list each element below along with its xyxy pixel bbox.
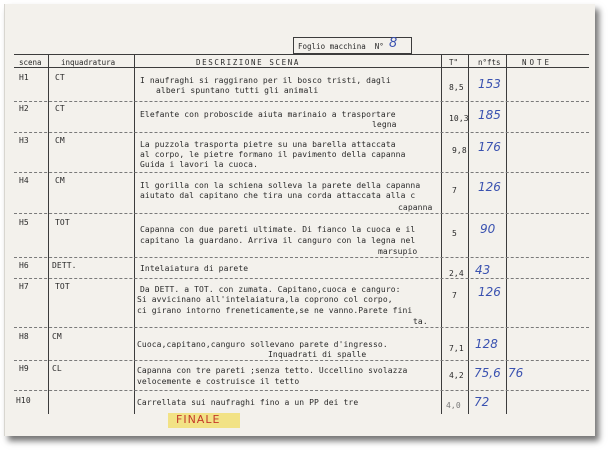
feet-count: 43	[475, 263, 491, 277]
description-line: ci girano intorno freneticamente,se ne vanno.Parete fini	[137, 306, 413, 315]
scene-id: H8	[19, 332, 29, 341]
feet-count: 72	[474, 395, 490, 409]
duration: 7	[452, 291, 457, 300]
shot-type: CT	[55, 104, 65, 113]
row-divider	[14, 132, 589, 133]
feet-count: 128	[475, 337, 498, 351]
description-line: Da DETT. a TOT. con zumata. Capitano,cuoca e canguro:	[140, 285, 401, 294]
row-divider	[14, 327, 589, 328]
description-line: legna	[372, 120, 397, 129]
header-top-rule	[14, 54, 589, 55]
description-line: capitano la guardano. Arriva il canguro con la legna nel	[140, 236, 416, 245]
col-header-descrizione: DESCRIZIONE SCENA	[196, 58, 300, 67]
duration: 2,4	[449, 269, 464, 278]
description-line: Intelaiatura di parete	[140, 264, 249, 273]
feet-count: 153	[478, 77, 501, 91]
shot-type: CT	[55, 73, 65, 82]
shot-type: CL	[52, 364, 62, 373]
description-line: alberi spuntano tutti gli animali	[156, 86, 319, 95]
description-line: Si avvicinano all'intelaiatura,la coprono col corpo,	[137, 295, 393, 304]
header-bottom-rule	[14, 67, 589, 68]
description-line: capanna	[398, 203, 433, 212]
description-line: aiutato dal capitano che tira una corda attaccata alla c	[140, 191, 416, 200]
description-line: Il gorilla con la schiena solleva la parete della capanna	[140, 181, 421, 190]
row-divider	[14, 278, 589, 279]
description-line: Inquadrati di spalle	[268, 350, 367, 359]
feet-count: 75,6	[474, 366, 501, 380]
feet-count: 126	[478, 285, 501, 299]
row-divider	[14, 213, 589, 214]
feet-count: 90	[480, 222, 496, 236]
finale-label: FINALE	[176, 413, 221, 426]
description-line: Capanna con due pareti ultimate. Di fianco la cuoca e il	[140, 225, 416, 234]
description-line: I naufraghi si raggirano per il bosco tristi, dagli	[140, 76, 391, 85]
description-line: Cuoca,capitano,canguro sollevano parete d'ingresso.	[137, 340, 388, 349]
description-line: Capanna con tre pareti ;senza tetto. Uccellino svolazza	[137, 366, 408, 375]
feet-count: 126	[478, 180, 501, 194]
duration: 4,0	[446, 401, 461, 410]
col-header-time: T"	[449, 58, 459, 67]
col-header-feet: n°fts	[478, 58, 501, 67]
col-header-scena: scena	[19, 58, 42, 67]
scene-id: H2	[19, 104, 29, 113]
duration: 9,8	[452, 146, 467, 155]
description-line: al corpo, le pietre formano il pavimento della capanna	[140, 150, 406, 159]
sheet-number: 8	[389, 36, 398, 51]
duration: 4,2	[449, 371, 464, 380]
feet-count: 185	[478, 108, 501, 122]
description-line: marsupio	[378, 247, 418, 256]
scene-id: H1	[19, 73, 29, 82]
description-line: Elefante con proboscide aiuta marinaio a trasportare	[140, 110, 396, 119]
scene-id: H5	[19, 218, 29, 227]
duration: 10,3	[449, 114, 469, 123]
col-header-note: NOTE	[522, 58, 553, 67]
shot-type: DETT.	[52, 261, 77, 270]
description-line: ta.	[413, 317, 428, 326]
description-line: Carrellata sui naufraghi fino a un PP dei tre	[137, 398, 359, 407]
scene-id: H7	[19, 282, 29, 291]
shot-type: CM	[55, 136, 65, 145]
shot-type: TOT	[55, 218, 70, 227]
scene-id: H10	[16, 396, 31, 405]
shot-type: CM	[55, 176, 65, 185]
col-header-inquadratura: inquadratura	[61, 58, 116, 67]
note-annotation: 76	[508, 366, 524, 380]
duration: 5	[452, 229, 457, 238]
duration: 7	[452, 186, 457, 195]
sheet-label: Foglio macchina N°	[298, 42, 384, 51]
shot-type: TOT	[55, 282, 70, 291]
scene-id: H9	[19, 364, 29, 373]
feet-count: 176	[478, 140, 501, 154]
row-divider	[14, 172, 589, 173]
scene-id: H4	[19, 176, 29, 185]
description-line: Guida i lavori la cuoca.	[140, 160, 258, 169]
description-line: velocemente e costruisce il tetto	[137, 377, 300, 386]
row-divider	[14, 360, 589, 361]
scene-id: H3	[19, 136, 29, 145]
duration: 7,1	[449, 344, 464, 353]
scene-id: H6	[19, 261, 29, 270]
row-divider	[14, 101, 589, 102]
duration: 8,5	[449, 83, 464, 92]
row-divider	[14, 257, 589, 258]
shot-type: CM	[52, 332, 62, 341]
description-line: La puzzola trasporta pietre su una barella attaccata	[140, 140, 396, 149]
row-divider	[14, 390, 589, 391]
